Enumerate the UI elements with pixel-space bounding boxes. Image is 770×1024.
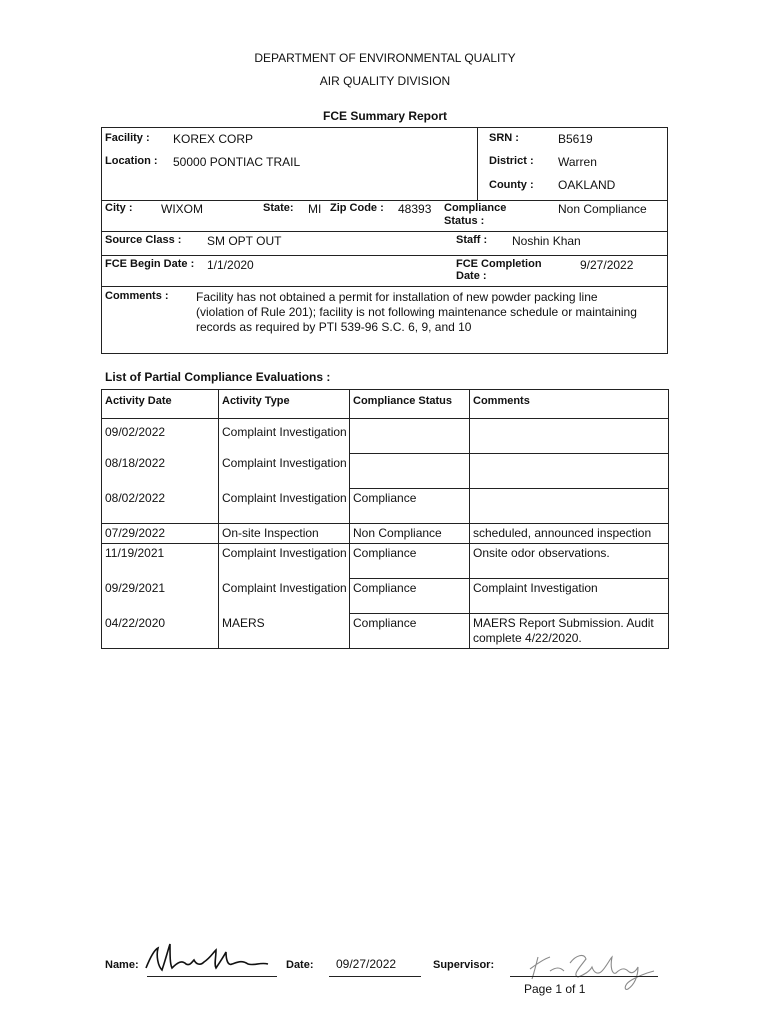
- location-label: Location :: [105, 155, 158, 167]
- supervisor-label: Supervisor:: [433, 959, 495, 971]
- fce-begin-value: 1/1/2020: [207, 258, 254, 272]
- cell-activity-date: 07/29/2022: [102, 524, 219, 544]
- comments-row-divider: [101, 286, 668, 287]
- county-label: County :: [489, 179, 534, 191]
- comments-line-1: Facility has not obtained a permit for installation of new powder packing line: [196, 290, 598, 304]
- fce-begin-label: FCE Begin Date :: [105, 258, 195, 270]
- dates-row-divider: [101, 255, 668, 256]
- city-value: WIXOM: [161, 202, 203, 216]
- compliance-status-label-line1: Compliance: [444, 202, 507, 214]
- district-label: District :: [489, 155, 534, 167]
- cell-activity-type: MAERS: [219, 614, 350, 649]
- division-heading: AIR QUALITY DIVISION: [319, 74, 451, 88]
- page-number: Page 1 of 1: [524, 982, 586, 996]
- cell-activity-type: On-site Inspection: [219, 524, 350, 544]
- date-value: 09/27/2022: [336, 957, 397, 971]
- compliance-status-label-line2: Status :: [444, 215, 485, 227]
- state-label: State:: [263, 202, 294, 214]
- cell-compliance-status: Compliance: [350, 614, 470, 649]
- zip-value: 48393: [398, 202, 432, 216]
- cell-compliance-status: Compliance: [350, 579, 470, 614]
- box-top-border: [101, 127, 668, 128]
- table-row: [102, 454, 669, 489]
- source-row-divider: [101, 231, 668, 232]
- cell-compliance-status: Compliance: [350, 489, 470, 524]
- box-left-border: [101, 127, 102, 354]
- cell-comments: [470, 419, 669, 454]
- supervisor-signature-line: [510, 976, 658, 977]
- cell-comments: MAERS Report Submission. Audit complete 4/22/2020.: [470, 614, 669, 649]
- city-label: City :: [105, 202, 133, 214]
- box-right-border: [667, 127, 668, 354]
- report-title: FCE Summary Report: [322, 109, 448, 123]
- table-row: [102, 419, 669, 454]
- cell-activity-date: 08/02/2022: [102, 489, 219, 524]
- column-header-comments: Comments: [470, 390, 669, 419]
- cell-activity-date: 09/02/2022: [102, 419, 219, 454]
- cell-comments: Onsite odor observations.: [470, 544, 669, 579]
- pce-header-row: [102, 390, 669, 419]
- fce-completion-label-line1: FCE Completion: [456, 258, 542, 270]
- district-value: Warren: [558, 155, 597, 169]
- address-row-divider: [101, 200, 668, 201]
- source-class-value: SM OPT OUT: [207, 234, 282, 248]
- county-value: OAKLAND: [558, 178, 616, 192]
- cell-activity-date: 08/18/2022: [102, 454, 219, 489]
- table-row: [102, 579, 669, 614]
- name-signature-line: [147, 976, 277, 977]
- date-line: [329, 976, 421, 977]
- column-header-compliance-status: Compliance Status: [350, 390, 470, 419]
- column-header-activity-date: Activity Date: [102, 390, 219, 419]
- signature-staff-icon: [140, 940, 280, 980]
- comments-label: Comments :: [105, 290, 169, 302]
- cell-activity-type: Complaint Investigation: [219, 419, 350, 454]
- comments-line-3: records as required by PTI 539-96 S.C. 6, 9, and 10: [196, 320, 472, 334]
- facility-value: KOREX CORP: [173, 132, 254, 146]
- table-row: [102, 544, 669, 579]
- source-class-label: Source Class :: [105, 234, 182, 246]
- cell-comments: Complaint Investigation: [470, 579, 669, 614]
- srn-column-divider: [477, 127, 478, 200]
- staff-label: Staff :: [456, 234, 488, 246]
- table-row: [102, 524, 669, 544]
- cell-activity-type: Complaint Investigation: [219, 489, 350, 524]
- cell-activity-date: 09/29/2021: [102, 579, 219, 614]
- staff-value: Noshin Khan: [512, 234, 581, 248]
- cell-comments: [470, 489, 669, 524]
- fce-completion-label-line2: Date :: [456, 270, 487, 282]
- department-heading: DEPARTMENT OF ENVIRONMENTAL QUALITY: [254, 51, 516, 65]
- box-bottom-border: [101, 353, 668, 354]
- cell-comments: scheduled, announced inspection: [470, 524, 669, 544]
- pce-table: [101, 389, 669, 649]
- cell-activity-type: Complaint Investigation: [219, 454, 350, 489]
- fce-completion-value: 9/27/2022: [580, 258, 634, 272]
- cell-activity-date: 11/19/2021: [102, 544, 219, 579]
- pce-section-title: List of Partial Compliance Evaluations :: [105, 370, 331, 384]
- cell-activity-type: Complaint Investigation: [219, 544, 350, 579]
- srn-value: B5619: [558, 132, 593, 146]
- state-value: MI: [308, 202, 322, 216]
- comments-line-2: (violation of Rule 201); facility is not following maintenance schedule or maintaining: [196, 305, 637, 319]
- location-value: 50000 PONTIAC TRAIL: [173, 155, 301, 169]
- srn-label: SRN :: [489, 132, 519, 144]
- compliance-status-value: Non Compliance: [558, 202, 647, 216]
- table-row: [102, 489, 669, 524]
- cell-compliance-status: Non Compliance: [350, 524, 470, 544]
- name-label: Name:: [105, 959, 139, 971]
- cell-activity-date: 04/22/2020: [102, 614, 219, 649]
- table-row: [102, 614, 669, 649]
- zip-label: Zip Code :: [330, 202, 384, 214]
- cell-comments: [470, 454, 669, 489]
- cell-activity-type: Complaint Investigation: [219, 579, 350, 614]
- cell-compliance-status: Compliance: [350, 544, 470, 579]
- facility-label: Facility :: [105, 132, 150, 144]
- date-label: Date:: [286, 959, 314, 971]
- cell-compliance-status: [350, 454, 470, 489]
- cell-compliance-status: [350, 419, 470, 454]
- column-header-activity-type: Activity Type: [219, 390, 350, 419]
